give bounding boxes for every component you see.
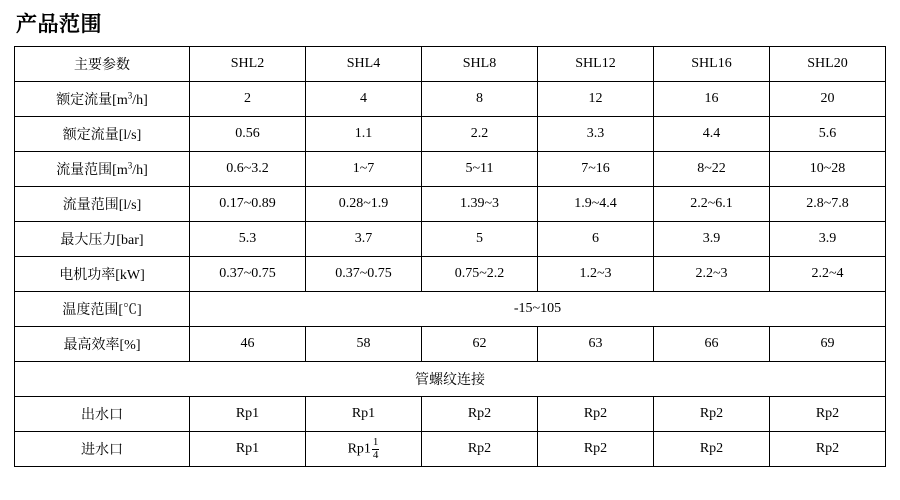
- cell-value: Rp1: [190, 397, 306, 432]
- table-row: [15, 117, 886, 152]
- row-label-flow-range-m3h: [15, 152, 190, 187]
- table-row: [15, 187, 886, 222]
- cell-value: 8: [422, 82, 538, 117]
- row-label-rated-flow-m3h: [15, 82, 190, 117]
- cell-value: 2.2: [422, 117, 538, 152]
- cell-value: 3.9: [654, 222, 770, 257]
- header-cell-shl8: SHL8: [422, 47, 538, 82]
- row-label-flow-range-ls: 流量范围[l/s]: [15, 187, 190, 222]
- cell-value: 1.2~3: [538, 257, 654, 292]
- cell-value: 2.2~6.1: [654, 187, 770, 222]
- cell-value: Rp2: [422, 397, 538, 432]
- cell-value: 2.2~4: [770, 257, 886, 292]
- cell-value: Rp2: [538, 397, 654, 432]
- row-label-sup: 3: [127, 160, 133, 171]
- cell-value: Rp2: [538, 432, 654, 467]
- fraction-denominator: 4: [372, 448, 379, 461]
- row-label-text: 额定流量[m: [56, 93, 128, 108]
- row-label-outlet: 出水口: [15, 397, 190, 432]
- row-label-text: 流量范围[m: [56, 163, 128, 178]
- header-cell-shl20: SHL20: [770, 47, 886, 82]
- cell-value: Rp2: [422, 432, 538, 467]
- header-cell-shl2: SHL2: [190, 47, 306, 82]
- cell-value: 8~22: [654, 152, 770, 187]
- cell-value: Rp1: [190, 432, 306, 467]
- row-label-tail: /h]: [132, 163, 148, 178]
- cell-value: 46: [190, 327, 306, 362]
- cell-value: 3.7: [306, 222, 422, 257]
- cell-temperature-range-value: -15~105: [190, 292, 886, 327]
- cell-value: 5.3: [190, 222, 306, 257]
- table-row: [15, 222, 886, 257]
- section-label-pipe-thread-connection: 管螺纹连接: [15, 362, 886, 397]
- cell-value: Rp2: [770, 397, 886, 432]
- cell-value: 63: [538, 327, 654, 362]
- section-row: [15, 362, 886, 397]
- row-label-max-pressure: 最大压力[bar]: [15, 222, 190, 257]
- cell-value: 0.6~3.2: [190, 152, 306, 187]
- table-row: [15, 257, 886, 292]
- cell-value: 1.1: [306, 117, 422, 152]
- cell-value-with-fraction: [306, 432, 422, 467]
- cell-value: 5: [422, 222, 538, 257]
- cell-value: 62: [422, 327, 538, 362]
- cell-value: 1.9~4.4: [538, 187, 654, 222]
- cell-value: 3.9: [770, 222, 886, 257]
- cell-value: 6: [538, 222, 654, 257]
- cell-value: 2.2~3: [654, 257, 770, 292]
- cell-value: 2: [190, 82, 306, 117]
- cell-value: Rp2: [770, 432, 886, 467]
- row-label-motor-power: 电机功率[kW]: [15, 257, 190, 292]
- header-cell-shl16: SHL16: [654, 47, 770, 82]
- cell-value: 20: [770, 82, 886, 117]
- cell-value: 0.17~0.89: [190, 187, 306, 222]
- cell-value: 7~16: [538, 152, 654, 187]
- header-cell-param: 主要参数: [15, 47, 190, 82]
- cell-value: 4.4: [654, 117, 770, 152]
- cell-value: 69: [770, 327, 886, 362]
- row-label-temperature-range: 温度范围[℃]: [15, 292, 190, 327]
- cell-value: Rp2: [654, 432, 770, 467]
- page-title: 产品范围: [16, 13, 102, 36]
- cell-value: 58: [306, 327, 422, 362]
- table-row: [15, 152, 886, 187]
- cell-value: 2.8~7.8: [770, 187, 886, 222]
- header-cell-shl12: SHL12: [538, 47, 654, 82]
- cell-value: 0.37~0.75: [190, 257, 306, 292]
- row-label-tail: /h]: [132, 93, 148, 108]
- cell-value: 5~11: [422, 152, 538, 187]
- table-row: [15, 82, 886, 117]
- row-label-sup: 3: [127, 90, 133, 101]
- fraction-numerator: 1: [372, 435, 379, 448]
- cell-value: 0.56: [190, 117, 306, 152]
- table-header-row: [15, 47, 886, 82]
- cell-value: 0.75~2.2: [422, 257, 538, 292]
- cell-value: 1~7: [306, 152, 422, 187]
- header-cell-shl4: SHL4: [306, 47, 422, 82]
- cell-value: 0.28~1.9: [306, 187, 422, 222]
- cell-value: 0.37~0.75: [306, 257, 422, 292]
- table-row: [15, 432, 886, 467]
- cell-value-text: Rp1: [347, 441, 371, 457]
- row-label-rated-flow-ls: 额定流量[l/s]: [15, 117, 190, 152]
- table-row: [15, 397, 886, 432]
- cell-value: 4: [306, 82, 422, 117]
- cell-value: 66: [654, 327, 770, 362]
- cell-value: 10~28: [770, 152, 886, 187]
- row-label-max-efficiency: 最高效率[%]: [15, 327, 190, 362]
- table-row: [15, 292, 886, 327]
- table-row: [15, 327, 886, 362]
- cell-value: Rp2: [654, 397, 770, 432]
- product-spec-table: [14, 46, 886, 467]
- fraction: [372, 437, 380, 461]
- cell-value: 12: [538, 82, 654, 117]
- cell-value: Rp1: [306, 397, 422, 432]
- cell-value: 3.3: [538, 117, 654, 152]
- cell-value: 1.39~3: [422, 187, 538, 222]
- cell-value: 5.6: [770, 117, 886, 152]
- cell-value: 16: [654, 82, 770, 117]
- row-label-inlet: 进水口: [15, 432, 190, 467]
